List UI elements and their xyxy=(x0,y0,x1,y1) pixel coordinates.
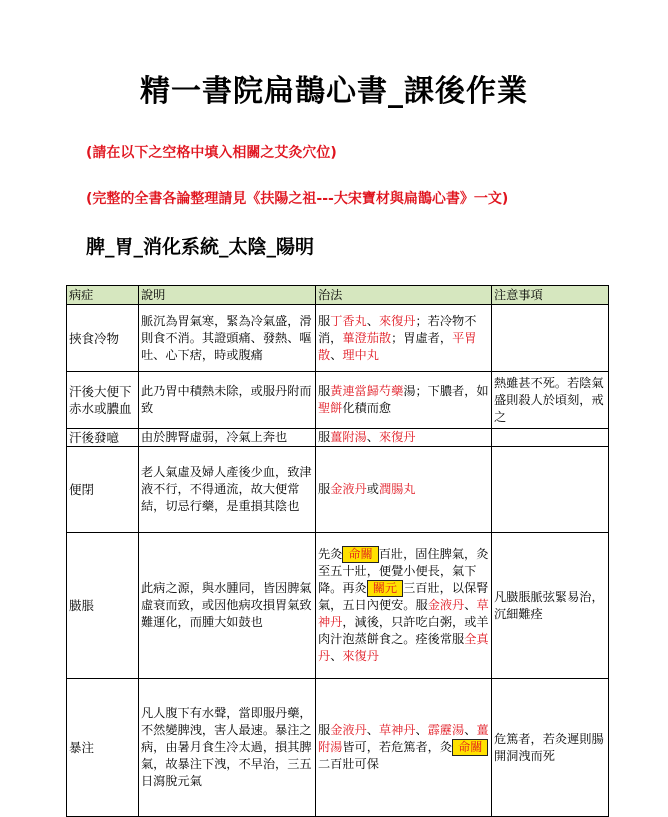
treatment-text: 皆可，若危篤者，灸 xyxy=(342,740,453,754)
formula-name: 平胃散 xyxy=(318,330,477,362)
cell-notes: 凡臌脹脈弦緊易治，沉細難痊 xyxy=(492,533,609,679)
cell-notes: 危篤者，若灸遲則腸開洞洩而死 xyxy=(492,679,609,817)
cell-treatment xyxy=(316,305,492,372)
cell-description: 由於脾腎虛弱，冷氣上奔也 xyxy=(139,429,316,447)
formula-name: 理中丸 xyxy=(342,347,379,362)
formula-name: 金液丹 xyxy=(330,723,367,737)
cell-treatment xyxy=(316,533,492,679)
cell-disease: 挾食冷物 xyxy=(67,305,139,372)
acupoint-highlight: 命關 xyxy=(452,739,488,756)
treatment-text: 二百壯可保 xyxy=(318,757,379,771)
table-row xyxy=(67,305,609,372)
treatment-text: 服 xyxy=(318,313,331,328)
formula-name: 草神丹 xyxy=(318,598,489,629)
cell-treatment xyxy=(316,429,492,447)
table-row xyxy=(67,372,609,429)
acupoint-highlight: 命關 xyxy=(342,546,378,563)
treatment-text: 服 xyxy=(318,723,331,737)
cell-disease: 便閉 xyxy=(67,447,139,533)
cell-description: 脈沉為胃氣寒，緊為冷氣盛，滑則食不消。其證頭痛、發熱、嘔吐、心下痞，時或腹痛 xyxy=(139,305,316,372)
cell-notes xyxy=(492,429,609,447)
table-row xyxy=(67,447,609,533)
cell-description: 此病之源，與水腫同，皆因脾氣虛衰而致，或因他病攻損胃氣致難運化，而腫大如鼓也 xyxy=(139,533,316,679)
instruction-fill-acupoints: (請在以下之空格中填入相關之艾灸穴位) xyxy=(86,145,337,161)
treatment-text: 化積而愈 xyxy=(342,401,392,415)
treatment-text: 、 xyxy=(366,723,379,737)
formula-name: 金液丹 xyxy=(427,598,465,612)
header-disease: 病症 xyxy=(67,286,139,305)
formula-name: 霹靂湯 xyxy=(427,723,465,737)
treatment-text: 服 xyxy=(318,482,331,496)
treatment-text: 、 xyxy=(330,347,343,362)
cell-disease: 汗後大便下赤水或膿血 xyxy=(67,372,139,429)
treatment-text: 、 xyxy=(415,723,428,737)
formula-name: 草神丹 xyxy=(378,723,416,737)
cell-disease: 汗後發噫 xyxy=(67,429,139,447)
table-row xyxy=(67,429,609,447)
cell-description: 老人氣虛及婦人產後少血，致津液不行，不得通流，故大便常結，切忌行藥，是重損其陰也 xyxy=(139,447,316,533)
formula-name: 全真丹 xyxy=(318,632,489,663)
table-row xyxy=(67,533,609,679)
treatment-text: ；若冷物不消， xyxy=(318,313,477,345)
formula-name: 黃連當歸芍藥 xyxy=(330,384,404,398)
cell-notes xyxy=(492,305,609,372)
treatment-text: 、 xyxy=(330,649,343,663)
header-treatment: 治法 xyxy=(316,286,492,305)
cell-treatment xyxy=(316,679,492,817)
header-notes: 注意事項 xyxy=(492,286,609,305)
treatment-text: 服 xyxy=(318,430,331,444)
treatment-text: 、 xyxy=(366,313,379,328)
cell-description: 凡人腹下有水聲，當即服丹藥，不然變脾洩，害人最速。暴注之病，由暑月食生冷太過，損其脾氣，故暴注下洩，不早治，三五日瀉脫元氣 xyxy=(139,679,316,817)
cell-disease: 臌脹 xyxy=(67,533,139,679)
cell-notes xyxy=(492,447,609,533)
treatment-text: 湯；下膿者，如 xyxy=(403,384,489,398)
cell-notes: 熱雖甚不死。若陰氣盛則殺人於頃刻，戒之 xyxy=(492,372,609,429)
table-row xyxy=(67,679,609,817)
treatment-text: 、 xyxy=(464,723,477,737)
formula-name: 蓽澄茄散 xyxy=(342,330,392,345)
instruction-reference: (完整的全書各論整理請見《扶陽之祖---大宋寶材與扁鵲心書》一文) xyxy=(86,191,509,207)
formula-name: 金液丹 xyxy=(330,482,367,496)
treatment-text: 、 xyxy=(366,430,379,444)
treatment-text: 服 xyxy=(318,384,331,398)
treatment-text: 百壯，固住脾氣，灸至五十壯，便覺小便長，氣下降。再灸 xyxy=(318,547,489,595)
treatment-text: 先灸 xyxy=(318,547,343,561)
cell-description: 此乃胃中積熱未除，或服丹附而致 xyxy=(139,372,316,429)
acupoint-highlight: 關元 xyxy=(367,580,403,597)
table-header-row xyxy=(67,286,609,305)
formula-name: 薑附湯 xyxy=(330,430,367,444)
treatment-text: ，減後，只許吃白粥，或羊肉汁泡蒸餅食之。痊後常服 xyxy=(318,615,489,646)
formula-name: 來復丹 xyxy=(378,313,416,328)
formula-name: 丁香丸 xyxy=(330,313,367,328)
treatment-text: 、 xyxy=(464,598,477,612)
formula-name: 來復丹 xyxy=(378,430,416,444)
formula-name: 薑附湯 xyxy=(318,723,489,754)
cell-treatment xyxy=(316,447,492,533)
formula-name: 來復丹 xyxy=(342,649,379,663)
cell-disease: 暴注 xyxy=(67,679,139,817)
treatment-text: ；胃虛者， xyxy=(391,330,453,345)
treatment-text: 或 xyxy=(366,482,379,496)
treatment-table xyxy=(66,285,609,817)
treatment-text: 三百壯，以保腎氣，五日內便安。服 xyxy=(318,581,489,612)
formula-name: 潤腸丸 xyxy=(378,482,416,496)
section-heading: 脾_胃_消化系統_太陰_陽明 xyxy=(86,236,315,258)
formula-name: 聖餅 xyxy=(318,401,343,415)
page-title: 精一書院扁鵲心書_課後作業 xyxy=(140,74,528,109)
cell-treatment xyxy=(316,372,492,429)
header-description: 說明 xyxy=(139,286,316,305)
